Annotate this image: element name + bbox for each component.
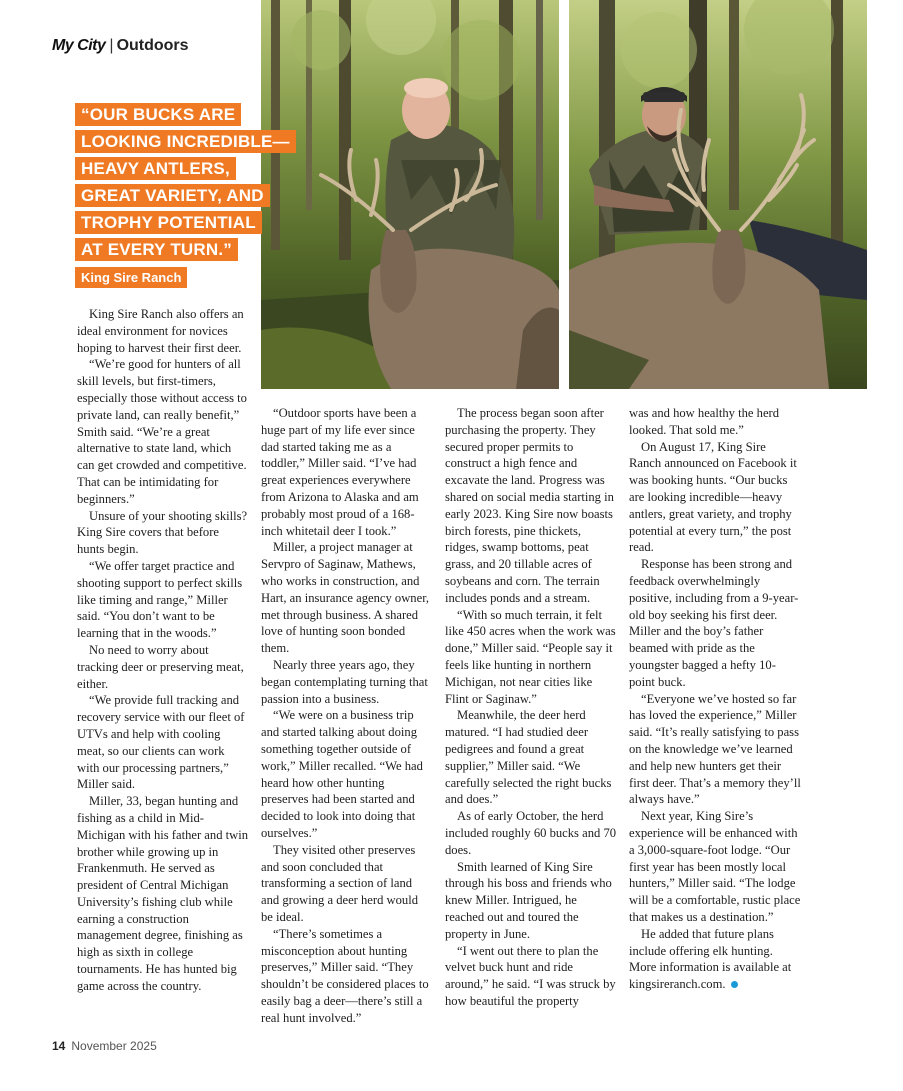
photo-hunter-in-cap-image xyxy=(569,0,867,389)
pull-quote-line: AT EVERY TURN.” xyxy=(75,238,238,261)
article-final-paragraph xyxy=(629,926,801,993)
article-paragraph: “We offer target practice and shooting support to perfect skills like timing and range,” Miller said. “You don’t want to be learning that in the woods.” xyxy=(77,558,243,641)
end-mark-icon xyxy=(731,981,738,988)
brand-name: My City xyxy=(52,37,106,54)
article-paragraph: “Outdoor sports have been a huge part of my life ever since dad started taking me as a toddler,” Miller said. “I’ve had great experiences everywhere from Arizona to Alaska and am probably most proud of a 168-inch whitetail deer I took.” xyxy=(261,406,419,538)
article-paragraph: “We provide full tracking and recovery service with our fleet of UTVs and help with cooling meat, so our clients can work with our processing partners,” Miller said. xyxy=(77,693,245,792)
photo-hunter-in-cap-with-buck xyxy=(569,0,867,389)
masthead-separator: | xyxy=(109,37,114,54)
pull-quote-line: GREAT VARIETY, AND xyxy=(75,184,270,207)
article-paragraph: Unsure of your shooting skills? King Sire covers that before hunts begin. xyxy=(77,508,248,557)
article-column-4 xyxy=(629,405,801,993)
masthead xyxy=(52,34,189,58)
pull-quote-source: King Sire Ranch xyxy=(75,267,187,288)
article-paragraph: “There’s sometimes a misconception about hunting preserves,” Miller said. “They shouldn’t be considered places to easily bag a deer—there’s still a real hunt involved.” xyxy=(261,926,429,1025)
article-paragraph: Miller, a project manager at Servpro of Saginaw, Mathews, who works in construction, and Hart, an insurance agency owner, met through business. A shared love of hunting soon bonded them. xyxy=(261,540,430,656)
article-paragraph: No need to worry about tracking deer or preserving meat, either. xyxy=(77,642,244,691)
article-final-text: He added that future plans include offering elk hunting. More information is available at kingsireranch.com. xyxy=(629,926,792,992)
article-paragraph: “With so much terrain, it felt like 450 acres when the work was done,” Miller said. “People say it feels like hunting in northern Michigan, not near cities like Flint or Saginaw.” xyxy=(445,607,616,706)
article-paragraph: “Everyone we’ve hosted so far has loved the experience,” Miller said. “It’s really satisfying to pass on the knowledge we’ve learned and help new hunters get their first deer. That’s a memory they’ll always have.” xyxy=(629,691,801,807)
article-column-3 xyxy=(445,405,617,1010)
article-paragraph: The process began soon after purchasing the property. They secured proper permits to construct a high fence and excavate the land. Progress was shared on social media starting in early 2023. King Sire now boasts birch forests, pine thickets, ridges, swamp bottoms, peat grass, and 20 tillable acres of soybeans and corn. The terrain includes ponds and a stream. xyxy=(445,406,614,605)
article-paragraph: They visited other preserves and soon concluded that transforming a section of land and growing a deer herd would be ideal. xyxy=(261,842,419,924)
pull-quote-line: LOOKING INCREDIBLE— xyxy=(75,130,296,153)
section-name: Outdoors xyxy=(116,37,189,54)
article-paragraph: “I went out there to plan the velvet buck hunt and ride around,” he said. “I was struck by how beautiful the property xyxy=(445,943,616,1008)
page-number: 14 xyxy=(52,1039,66,1053)
article-paragraph: Miller, 33, began hunting and fishing as a child in Mid-Michigan with his father and twin brother while growing up in Frankenmuth. He served as president of Central Michigan University’s fishing club while earning a construction management degree, finishing as high as sixth in college tournaments. He has hunted big game across the country. xyxy=(77,794,249,993)
article-paragraph: Meanwhile, the deer herd matured. “I had studied deer pedigrees and found a great supplier,” Miller said. “We carefully selected the right bucks and does.” xyxy=(445,708,612,807)
article-paragraph: Response has been strong and feedback overwhelmingly positive, including from a 9-year-old boy seeking his first deer. Miller and the boy’s father beamed with pride as the youngster bagged a hefty 10-point buck. xyxy=(629,557,799,689)
article-paragraph: “We’re good for hunters of all skill levels, but first-timers, especially those without access to private land, can really benefit,” Smith said. “We’re a great alternative to state land, which can get crowded and competitive. That can be intimidating for beginners.” xyxy=(77,357,247,506)
article-column-1 xyxy=(77,306,249,995)
pull-quote-line: “OUR BUCKS ARE xyxy=(75,103,241,126)
page-footer xyxy=(52,1038,157,1054)
pull-quote xyxy=(75,103,315,288)
article-paragraph: Nearly three years ago, they began contemplating turning that passion into a business. xyxy=(261,657,428,706)
article-paragraph: Smith learned of King Sire through his boss and friends who knew Miller. Intrigued, he reached out and toured the property in June. xyxy=(445,859,612,941)
article-paragraph: King Sire Ranch also offers an ideal environment for novices hoping to harvest their first deer. xyxy=(77,307,244,355)
article-paragraph: “We were on a business trip and started talking about doing something together outside of work,” Miller recalled. “We had heard how other hunting preserves had been started and decided to look into doing that ourselves.” xyxy=(261,708,423,840)
article-paragraph: As of early October, the herd included roughly 60 bucks and 70 does. xyxy=(445,809,617,857)
issue-date: November 2025 xyxy=(71,1039,157,1053)
article-paragraph: On August 17, King Sire Ranch announced on Facebook it was booking hunts. “Our bucks are looking incredible—heavy antlers, great variety, and trophy potential at every turn,” the post read. xyxy=(629,439,797,555)
pull-quote-line: TROPHY POTENTIAL xyxy=(75,211,262,234)
article-paragraph: Next year, King Sire’s experience will be enhanced with a 3,000-square-foot lodge. “Our first year has been mostly local hunters,” Miller said. “The lodge will be a comfortable, rustic place that makes us a destination.” xyxy=(629,809,801,924)
article-column-2 xyxy=(261,405,433,1026)
article-paragraph-continued: was and how healthy the herd looked. That sold me.” xyxy=(629,406,780,437)
pull-quote-line: HEAVY ANTLERS, xyxy=(75,157,236,180)
